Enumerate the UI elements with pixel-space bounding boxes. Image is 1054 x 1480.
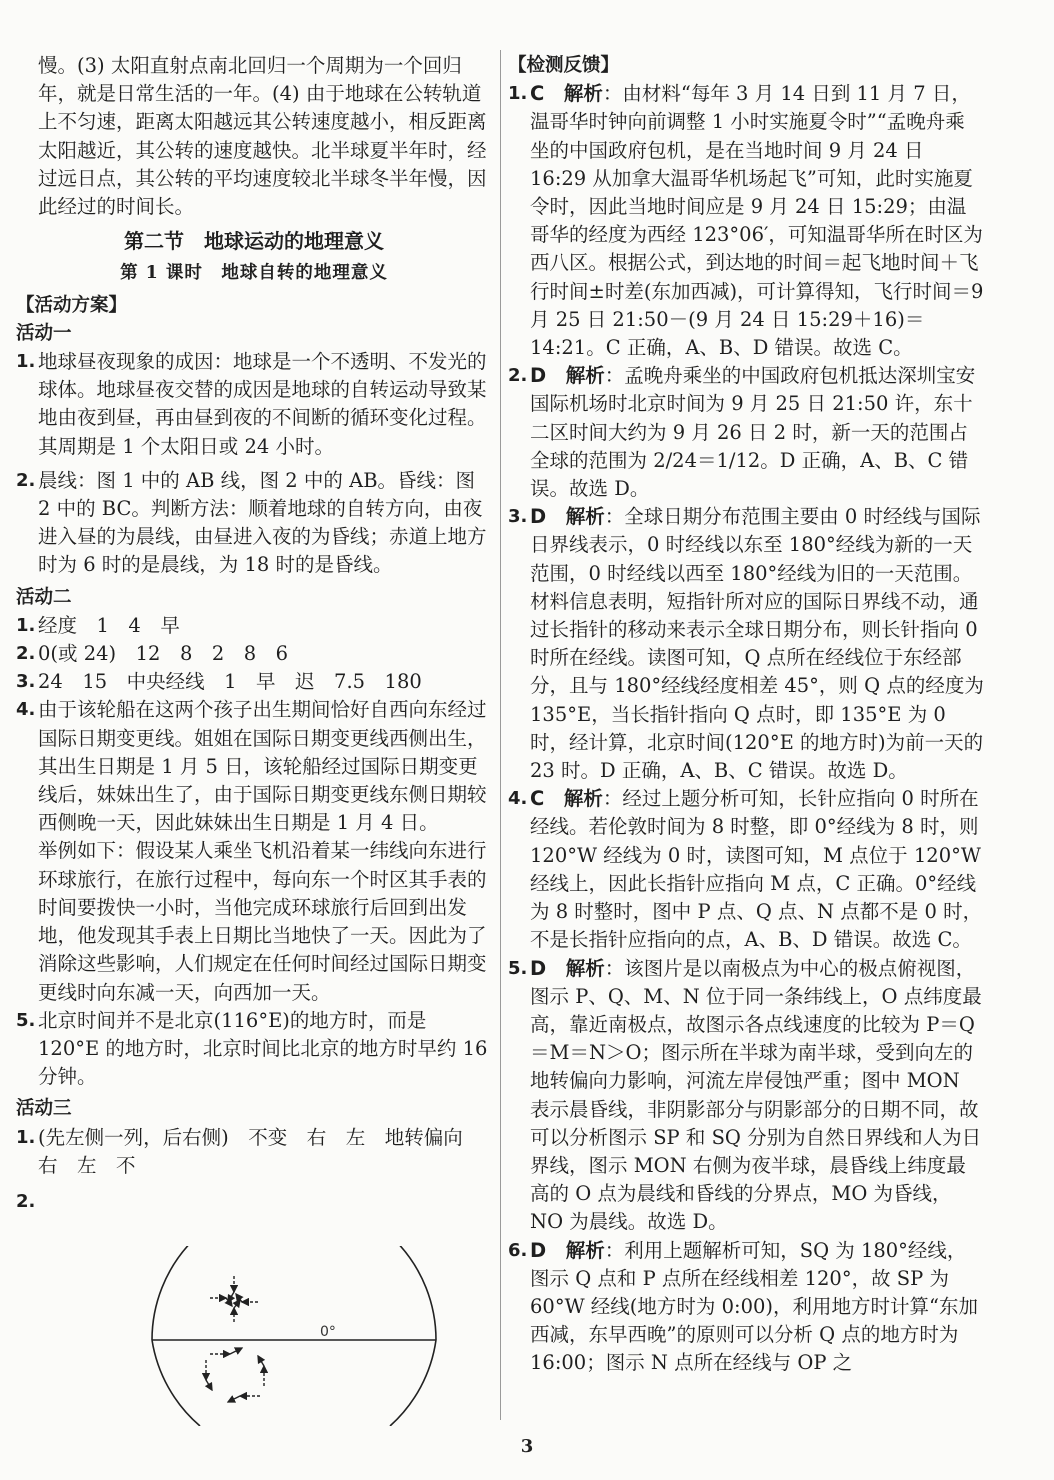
column-divider [500, 50, 501, 1420]
list-item: 举例如下：假设某人乘坐飞机沿着某一纬线向东进行环球旅行，在旅行过程中，每向东一个时区其手表的时间要拨快一小时，当他完成环球旅行后回到出发地，他发现其手表上日期比当地快了一天。因此为了消除这些影响，人们规定在任何时间经过国际日期变更线时向东减一天，向西加一天。 [38, 839, 487, 1004]
list-item: 5. 北京时间并不是北京(116°E)的地方时，而是 120°E 的地方时，北京时间比北京的地方时早约 16 分钟。 [16, 1008, 488, 1089]
equator-label: 0° [320, 1324, 336, 1340]
feedback-header: 【检测反馈】 [508, 55, 620, 76]
coriolis-diagram [140, 1246, 450, 1426]
list-item: 4. 由于该轮船在这两个孩子出生期间恰好自西向东经过国际日期变更线。姐姐在国际日期变更线西侧出生，其出生日期是 1 月 5 日，该轮船经过国际日期变更线后，妹妹出生了，由于国际日期变更线东侧日期较西侧晚一天，因此妹妹出生日期是 1 月 4 日。 [16, 698, 487, 835]
answer-item: 2. D 解析：孟晚舟乘坐的中国政府包机抵达深圳宝安国际机场时北京时间为 9 月 25 日 21:50 许，东十二区时间大约为 9 月 26 日 2 时，新一天的范围占全球的范围为 2/24＝1/12。D 正确，A、B、C 错误。故选 D。 [508, 364, 976, 501]
list-item: 2. 0(或 24) 12 8 2 8 6 [16, 642, 289, 666]
answer-item: 4. C 解析：经过上题分析可知，长针应指向 0 时所在经线。若伦敦时间为 8 时整，即 0°经线为 8 时，则 120°W 经线为 0 时，读图可知，M 点位于 120°W 经线上，因此长指针应指向 M 点，C 正确。0°经线为 8 时整时，图中 P 点、Q 点、N 点都不是 0 时，不是长指针应指向的点，A、B、D 错误。故选 C。 [508, 787, 983, 952]
right-column [508, 52, 984, 1378]
answer-item: 6. D 解析：利用上题解析可知，SQ 为 180°经线，图示 Q 点和 P 点所在经线相差 120°，故 SP 为 60°W 经线(地方时为 0:00)，利用地方时计算“东加西减，东早西晚”的原则可以分析 Q 点的地方时为 16:00；图示 N 点所在经线与 OP 之 [508, 1238, 978, 1375]
lesson-title: 第 1 课时 地球自转的地理意义 [120, 263, 388, 284]
globe-outline-lower [152, 1340, 200, 1426]
south-arrows [206, 1348, 264, 1402]
intro-paragraph: 慢。(3) 太阳直射点南北回归一个周期为一个回归年，就是日常生活的一年。(4) 由于地球在公转轨道上不匀速，距离太阳越远其公转速度越小，相反距离太阳越近，其公转的速度越快。北半球夏半年时，经过远日点，其公转的平均速度较北半球冬半年慢，因此经过的时间长。 [38, 54, 487, 219]
answer-item: 1. C 解析：由材料“每年 3 月 14 日到 11 月 7 日，温哥华时钟向前调整 1 小时实施夏令时”“孟晚舟乘坐的中国政府包机，是在当地时间 9 月 24 日 16:29 从加拿大温哥华机场起飞”可知，此时实施夏令时，因此当地时间应是 9 月 24 日 15:29；由温哥华的经度为西经 123°06′，可知温哥华所在时区为西八区。根据公式，到达地的时间＝起飞地时间＋飞行时间±时差(东加西减)，可计算得知，飞行时间＝9 月 25 日 21:50－(9 月 24 日 15:29＋16)＝14:21。C 正确，A、B、D 错误。故选 C。 [508, 82, 984, 360]
list-item: 3. 24 15 中央经线 1 早 迟 7.5 180 [16, 670, 422, 694]
list-item: 1. 地球昼夜现象的成因：地球是一个不透明、不发光的球体。地球昼夜交替的成因是地球的自转运动导致某地由夜到昼，再由昼到夜的不间断的循环变化过程。其周期是 1 个太阳日或 24 小时。 [16, 350, 487, 458]
list-item: 1. (先左侧一列，后右侧) 不变 右 左 地转偏向 右 左 不 [16, 1125, 483, 1177]
page-number: 3 [520, 1436, 534, 1457]
answer-item: 5. D 解析：该图片是以南极点为中心的极点俯视图，图示 P、Q、M、N 位于同一条纬线上，O 点纬度最高，靠近南极点，故图示各点线速度的比较为 P＝Q＝M＝N＞O；图示所在半球为南半球，受到向左的地转偏向力影响，河流左岸侵蚀严重；图中 MON 表示晨昏线，非阴影部分与阴影部分的日期不同，故可以分析图示 SP 和 SQ 分别为自然日界线和人为日界线，图示 MON 右侧为夜半球，晨昏线上纬度最高的 O 点为晨线和昏线的分界点，MO 为昏线，NO 为晨线。故选 D。 [508, 956, 982, 1234]
section-title: 第二节 地球运动的地理意义 [124, 229, 384, 254]
north-arrows [210, 1276, 258, 1322]
activity-1-title: 活动一 [16, 322, 72, 344]
left-column: 慢。(3) 太阳直射点南北回归一个周期为一个回归年，就是日常生活的一年。(4) 由于地球在公转轨道上不匀速，距离太阳越远其公转速度越小，相反距离太阳越近，其公转的速度越快。北半球夏半年时，经过远日点，其公转的平均速度较北半球冬半年慢，因此经过的时间长。 第二节 地球运动的地理意义 第 1 课时 地球自转的地理意义 【活动方案】 活动一 1. 地球昼夜现象的成因：地球是一个不透明、不发光的球体。地球昼夜交替的成因是地球的自转运动导致某地由夜到昼，再由昼到夜的不间断的循环变化过程。其周期是 1 个太阳日或 24 小时。 2. 晨线：图 1 中的 AB 线，图 2 中的 AB。昏线：图 2 中的 BC。判断方法：顺着地球的自转方向，由夜进入昼的为晨线，由昼进入夜的为昏线；赤道上地方时为 6 时的是晨线，为 18 时的是昏线。 活动二 1. 经度 1 4 早 2. 0(或 24) 12 8 2 8 6 3. 24 15 中央经线 1 早 迟 7.5 180 4. 由于该轮船在这两个孩子出生期间恰好自西向东经过国际日期变更线。姐姐在国际日期变更线西侧出生，其出生日期是 1 月 5 日，该轮船经过国际日期变更线后，妹妹出生了，由于国际日期变更线东侧日期较西侧晚一天，因此妹妹出生日期是 1 月 4 日。 举例如下：假设某人乘坐飞机沿着某一纬线向东进行环球旅行，在旅行过程中，每向东一个时区其手表的时间要拨快一小时，当他完成环球旅行后回到出发地，他发现其手表上日期比当地快了一天。因此为了消除这些影响，人们规定在任何时间经过国际日期变更线时向东减一天，向西加一天。 5. 北京时间并不是北京(116°E)的地方时，而是 120°E 的地方时，北京时间比北京的地方时早约 16 分钟。 活动三 1. (先左侧一列，后右侧) 不变 右 左 地转偏向 右 左 不 2. [16, 52, 492, 1188]
plan-header: 【活动方案】 [16, 294, 128, 316]
activity-3-title: 活动三 [16, 1098, 72, 1120]
globe-outline [152, 1246, 436, 1340]
activity-2-title: 活动二 [16, 586, 72, 608]
answer-item: 3. D 解析：全球日期分布范围主要由 0 时经线与国际日界线表示，0 时经线以东至 180°经线为新的一天范围，0 时经线以西至 180°经线为旧的一天范围。材料信息表明，短指针所对应的国际日界线不动，通过长指针的移动来表示全球日期分布，则长针指向 0 时所在经线。读图可知，Q 点所在经线位于东经部分，且与 180°经线经度相差 45°，则 Q 点的经度为 135°E，当长指针指向 Q 点时，即 135°E 为 0 时，经计算，北京时间(120°E 的地方时)为前一天的 23 时。D 正确，A、B、C 错误。故选 D。 [508, 505, 984, 783]
list-item: 1. 经度 1 4 早 [16, 613, 180, 637]
list-item: 2. 晨线：图 1 中的 AB 线，图 2 中的 AB。昏线：图 2 中的 BC。判断方法：顺着地球的自转方向，由夜进入昼的为晨线，由昼进入夜的为昏线；赤道上地方时为 6 时的是晨线，为 18 时的是昏线。 [16, 468, 487, 577]
